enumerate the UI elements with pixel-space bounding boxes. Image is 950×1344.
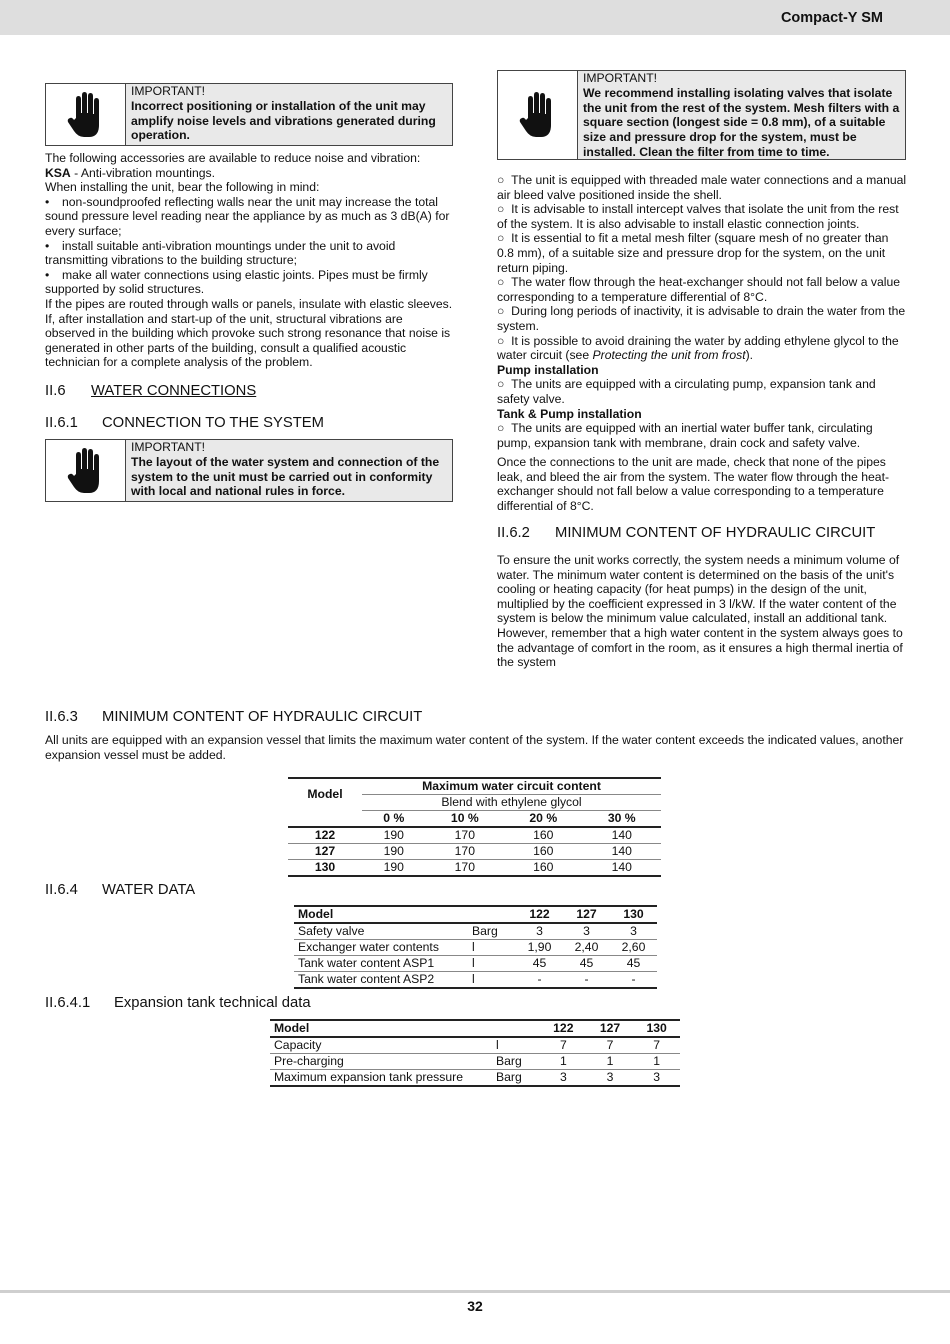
subheading: Pump installation [497,362,599,377]
section-title: Expansion tank technical data [114,995,311,1011]
list-item [497,275,907,304]
notice-heading: IMPORTANT! [583,71,658,85]
list-item [497,231,907,275]
bullet-icon: • [45,267,50,282]
circle-bullet-icon: ○ [497,231,512,246]
table-cell: 140 [611,844,632,859]
table-cell: 3 [606,1070,614,1085]
table-header [468,906,516,923]
circle-bullet-icon: ○ [497,421,512,436]
section-heading-ii64 [45,883,445,901]
list-item-text: During long periods of inactivity, it is advisable to drain the water from the system. [497,304,906,333]
table-header: 10 % [450,811,479,826]
list-item-text: It is essential to fit a metal mesh filter (square mesh of no greater than 0.8 mm), of a suitable size and pressure drop for the system, on the unit return piping. [497,231,889,275]
document-title: Compact-Y SM [780,10,883,26]
table-cell: 140 [611,860,632,875]
table-cell: Exchanger water contents [298,940,439,955]
hand-stop-icon [46,84,126,145]
table-cell: Barg [496,1054,522,1069]
table-cell: Barg [496,1070,522,1085]
paragraph: All units are equipped with an expansion vessel that limits the maximum water content of the system. If the water content exceeds the indicated values, another expansion vessel must be added. [45,733,904,762]
section-title: WATER DATA [102,882,196,898]
right-column-text [497,173,907,514]
max-water-content-table [288,777,661,877]
table-cell: Safety valve [298,924,365,939]
left-column-text [45,151,453,370]
paragraph [45,166,453,181]
section-number: II.6.3 [45,709,78,725]
list-item [497,421,907,450]
expansion-tank-table [270,1019,680,1087]
cross-reference: Protecting the unit from frost [592,348,746,363]
list-item-text: non-soundproofed reflecting walls near the unit may increase the total sound pressure level reading near the appliance by as much as 3 dB(A) for every surface; [45,194,450,238]
table-cell: l [472,972,475,987]
subheading: Tank & Pump installation [497,406,642,421]
table-cell: 190 [383,844,404,859]
table-header: 20 % [529,811,558,826]
section-heading-ii641 [45,996,545,1014]
table-cell: 1 [559,1054,567,1069]
table-header: Maximum water circuit content [362,778,661,795]
list-item [45,239,453,268]
circle-bullet-icon: ○ [497,275,512,290]
circle-bullet-icon: ○ [497,333,512,348]
notice-text: We recommend installing isolating valves that isolate the unit from the rest of the system. Mesh filters with a square section (longest side = 0.8 mm), of a suitable size and pressure drop for the system, must be installed. Clean the filter from time to time. [583,85,900,159]
bullet-icon: • [45,238,50,253]
table-header: 127 [599,1021,621,1036]
section-title: MINIMUM CONTENT OF HYDRAULIC CIRCUIT [102,709,423,725]
table-cell: l [472,940,475,955]
table-cell: Barg [472,924,498,939]
section-number: II.6.4 [45,882,78,898]
table-cell: Tank water content ASP1 [298,956,435,971]
section-heading-ii6 [45,384,453,402]
hand-stop-icon [498,71,578,159]
section-title: WATER CONNECTIONS [91,383,257,399]
table-cell: 160 [533,828,554,843]
table-row [294,956,657,972]
table-cell: 45 [532,956,547,971]
paragraph: The following accessories are available to reduce noise and vibration: [45,151,421,165]
table-cell: Pre-charging [274,1054,344,1069]
circle-bullet-icon: ○ [497,377,512,392]
important-notice-valves [497,70,906,160]
list-item [497,173,907,202]
list-item-text: It is possible to avoid draining the water by adding ethylene glycol to the water circuit (see [497,333,899,363]
table-header [492,1020,540,1037]
table-cell: Tank water content ASP2 [298,972,435,987]
section-number: II.6.1 [45,415,78,431]
table-cell: 3 [653,1070,661,1085]
table-cell: 45 [626,956,641,971]
table-cell: Maximum expansion tank pressure [274,1070,463,1085]
table-header: Model [288,778,362,811]
section-title: MINIMUM CONTENT OF HYDRAULIC CIRCUIT [555,525,876,541]
list-item [497,334,907,363]
table-header-row [270,1020,680,1037]
table-cell: 45 [579,956,594,971]
bullet-icon: • [45,194,50,209]
list-item [497,377,907,406]
list-item-text: The units are equipped with a circulating pump, expansion tank and safety valve. [497,377,876,406]
table-cell: 3 [536,924,543,939]
notice-text: The layout of the water system and connection of the system to the unit must be carried out in conformity with local and national rules in force. [131,454,440,499]
list-item [497,202,907,231]
table-header [288,811,362,828]
list-item-text: The unit is equipped with threaded male water connections and a manual air bleed valve positioned inside the shell. [497,173,907,202]
circle-bullet-icon: ○ [497,304,512,319]
accessory-description: - Anti-vibration mountings. [70,165,216,180]
table-header: Model [298,907,334,922]
table-cell: 7 [653,1038,661,1053]
table-header: Model [274,1021,310,1036]
table-cell: 7 [606,1038,614,1053]
table-row [288,844,661,860]
table-cell: 160 [533,844,554,859]
list-item-text: It is advisable to install intercept valves that isolate the unit from the rest of the system. It is also advisable to install elastic connection joints. [497,202,899,231]
list-item-text: install suitable anti-vibration mountings under the unit to avoid transmitting vibrations to the building structure; [45,238,396,268]
table-cell: 130 [314,860,336,875]
table-cell: 127 [314,844,336,859]
hand-stop-icon [46,440,126,501]
table-header: 130 [646,1021,667,1036]
table-cell: 140 [611,828,632,843]
table-cell: 3 [559,1070,567,1085]
notice-text: Incorrect positioning or installation of the unit may amplify noise levels and vibrations generated during operation. [131,98,436,143]
water-data-table [294,905,657,989]
footer-divider [0,1290,950,1293]
section-number: II.6.4.1 [45,995,91,1011]
section-heading-ii63 [45,710,905,728]
page-number: 32 [467,1298,483,1314]
table-cell: 190 [383,860,404,875]
table-header-row [294,906,657,923]
circle-bullet-icon: ○ [497,202,512,217]
section-title: CONNECTION TO THE SYSTEM [102,415,324,431]
table-cell: 3 [583,924,590,939]
table-header: 130 [623,907,644,922]
list-item [497,304,907,333]
table-row [288,827,661,844]
section-heading-ii62 [497,526,907,544]
table-cell: 170 [454,860,475,875]
table-cell: 2,60 [621,940,646,955]
table-header: 0 % [383,811,405,826]
right-column-text-2 [497,553,907,670]
list-item-text: The water flow through the heat-exchanger should not fall below a value corresponding to a temperature differential of 8°C. [497,275,901,304]
table-cell: - [584,972,589,987]
table-cell: 7 [559,1038,567,1053]
table-cell: Capacity [274,1038,322,1053]
paragraph: When installing the unit, bear the following in mind: [45,180,320,195]
circle-bullet-icon: ○ [497,173,512,187]
paragraph: Once the connections to the unit are made, check that none of the pipes leak, and bleed the air from the system. The water flow through the heat-exchanger should not fall below a value corresponding to a temperature differential of 8°C. [497,455,890,514]
table-cell: 170 [454,828,475,843]
table-header: 122 [529,907,550,922]
table-cell: 170 [454,844,475,859]
table-cell: - [537,972,542,987]
table-cell: - [631,972,636,987]
section-text [45,733,905,762]
table-row [294,940,657,956]
table-row [270,1070,680,1087]
table-row [294,923,657,940]
table-cell: 1,90 [527,940,552,955]
table-header: 127 [576,907,597,922]
important-notice-noise [45,83,453,146]
list-item [45,195,453,239]
section-heading-ii61 [45,416,453,434]
list-item [45,268,453,297]
table-cell: 160 [533,860,554,875]
table-cell: 190 [383,828,404,843]
table-cell: l [496,1038,499,1053]
important-notice-rules [45,439,453,502]
list-item-text: ). [745,348,754,363]
accessory-code: KSA [45,165,71,180]
notice-heading: IMPORTANT! [131,84,206,98]
paragraph: If the pipes are routed through walls or panels, insulate with elastic sleeves. If, after installation and start-up of the unit, structural vibrations are observed in the building which provoke such strong resonance that noise is generated in other parts of the building, consult a qualified acoustic technician for a complete analysis of the problem. [45,296,453,370]
paragraph: To ensure the unit works correctly, the system needs a minimum volume of water. The minimum water content is determined on the basis of the unit's cooling or heating capacity (for heat pumps) in the design of the unit, multiplied by the coefficient expressed in 3 l/kW. If the water content of the system is below the minimum value calculated, install an additional tank. However, remember that a high water content in the system always goes to the advantage of comfort in the room, as it ensures a high thermal inertia of the system [497,553,903,670]
table-cell: 1 [606,1054,614,1069]
page-header [0,0,950,35]
list-item-text: make all water connections using elastic joints. Pipes must be firmly supported by solid structures. [45,267,428,297]
table-cell: 2,40 [574,940,599,955]
table-cell: 122 [314,828,336,843]
table-row [288,860,661,877]
table-header: 122 [553,1021,574,1036]
table-row [294,972,657,989]
table-cell: 1 [653,1054,661,1069]
notice-heading: IMPORTANT! [131,440,206,454]
table-header: 30 % [607,811,636,826]
table-cell: l [472,956,475,971]
table-subheader: Blend with ethylene glycol [362,795,661,811]
table-row [270,1037,680,1054]
section-number: II.6.2 [497,525,530,541]
table-row [270,1054,680,1070]
section-number: II.6 [45,383,66,399]
list-item-text: The units are equipped with an inertial water buffer tank, circulating pump, expansion tank with membrane, drain cock and safety valve. [497,421,873,450]
table-cell: 3 [630,924,637,939]
